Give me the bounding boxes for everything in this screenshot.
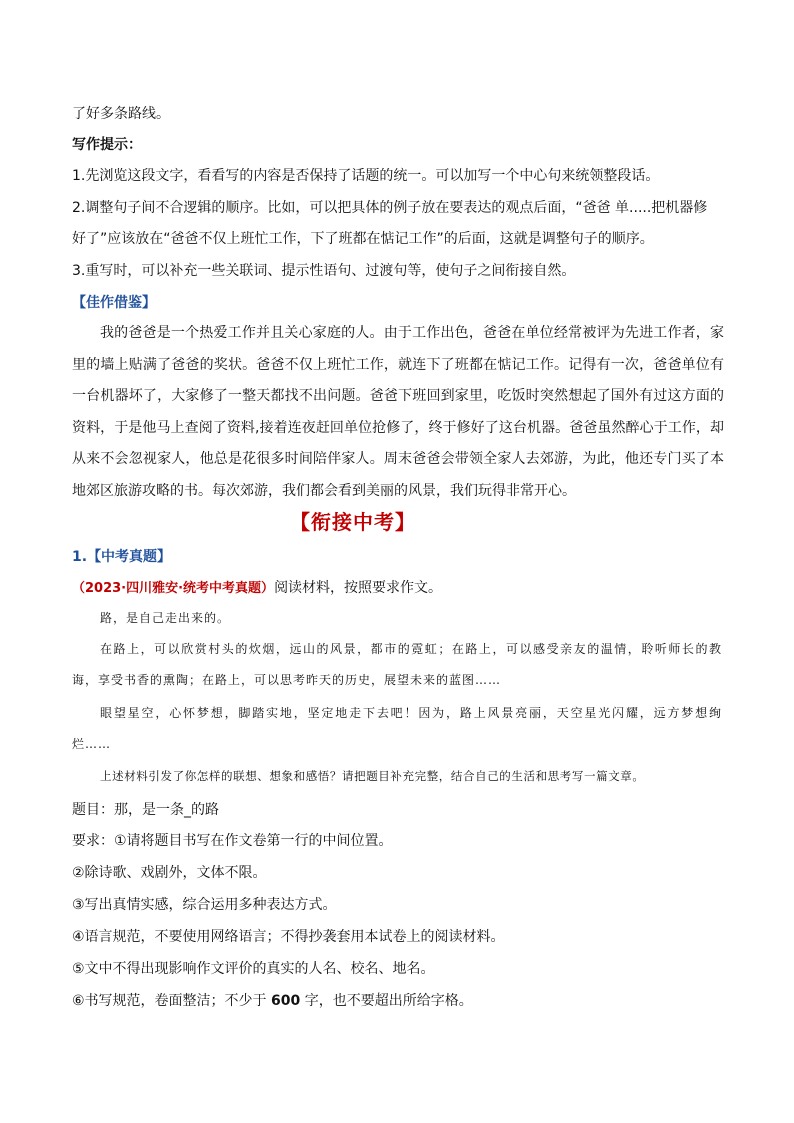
hint-item-1: 1.先浏览这段文字，看看写的内容是否保持了话题的统一。可以加写一个中心句来统领整段话。 (72, 168, 660, 184)
hint-item-3: 3.重写时，可以补充一些关联词、提示性语句、过渡句等，使句子之间衔接自然。 (72, 263, 576, 279)
question-source-line (72, 578, 442, 599)
word-count: 600 (271, 993, 301, 1009)
requirement-6 (72, 991, 473, 1011)
requirement-1: 要求：①请将题目书写在作文卷第一行的中间位置。 (72, 833, 393, 849)
section-title: 【衔接中考】 (290, 510, 416, 534)
requirement-3: ③写出真情实感，综合运用多种表达方式。 (72, 897, 337, 913)
material-paragraph-2: 在路上，可以欣赏村头的炊烟，远山的风景，都市的霓虹；在路上，可以感受亲友的温情，聆听师长的教诲，享受书香的熏陶；在路上，可以思考昨天的历史，展望未来的蓝图…… (72, 642, 722, 687)
material-paragraph-4: 上述材料引发了你怎样的联想、想象和感悟？请把题目补充完整，结合自己的生活和思考写一篇文章。 (100, 769, 645, 783)
material-paragraph-3: 眼望星空，心怀梦想，脚踏实地，坚定地走下去吧！因为，路上风景亮丽，天空星光闪耀，远方梦想绚烂…… (72, 706, 722, 751)
requirement-6-text: ⑥书写规范，卷面整洁；不少于 (72, 993, 272, 1009)
hint-item-2-cont: 好了”应该放在“爸爸不仅上班忙工作，下了班都在惦记工作”的后面，这就是调整句子的顺序。 (72, 231, 654, 247)
requirement-5: ⑤文中不得出现影响作文评价的真实的人名、校名、地名。 (72, 961, 435, 977)
hint-heading: 写作提示： (72, 137, 142, 153)
requirement-6-tail: 字，也不要超出所给字格。 (300, 993, 473, 1009)
text-line: 了好多条路线。 (72, 106, 170, 122)
hint-item-2: 2.调整句子间不合逻辑的顺序。比如，可以把具体的例子放在要表达的观点后面，“爸爸 单.....把机器修 (72, 200, 708, 216)
requirement-4: ④语言规范，不要使用网络语言；不得抄袭套用本试卷上的阅读材料。 (72, 929, 505, 945)
question-header (72, 547, 171, 567)
example-label: 【佳作借鉴】 (72, 295, 156, 311)
requirement-2: ②除诗歌、戏剧外，文体不限。 (72, 865, 267, 881)
question-tag: 【中考真题】 (87, 549, 172, 565)
question-number: 1. (72, 549, 88, 565)
example-paragraph: 我的爸爸是一个热爱工作并且关心家庭的人。由于工作出色，爸爸在单位经常被评为先进工作者，家里的墙上贴满了爸爸的奖状。爸爸不仅上班忙工作，就连下了班都在惦记工作。记得有一次，爸爸单位有一台机器坏了，大家修了一整天都找不出问题。爸爸下班回到家里，吃饭时突然想起了国外有过这方面的资料，于是他马上查阅了资料,接着连夜赶回单位抢修了，终于修好了这台机器。爸爸虽然醉心于工作，却从来不会忽视家人，他总是花很多时间陪伴家人。周末爸爸会带领全家人去郊游，为此，他还专门买了本地郊区旅游攻略的书。每次郊游，我们都会看到美丽的风景，我们玩得非常开心。 (72, 325, 724, 499)
question-source: （2023·四川雅安·统考中考真题） (72, 581, 275, 596)
material-line-1: 路，是自己走出来的。 (100, 611, 231, 625)
question-instruction: 阅读材料，按照要求作文。 (274, 580, 443, 596)
essay-topic: 题目：那，是一条_的路 (72, 802, 219, 818)
